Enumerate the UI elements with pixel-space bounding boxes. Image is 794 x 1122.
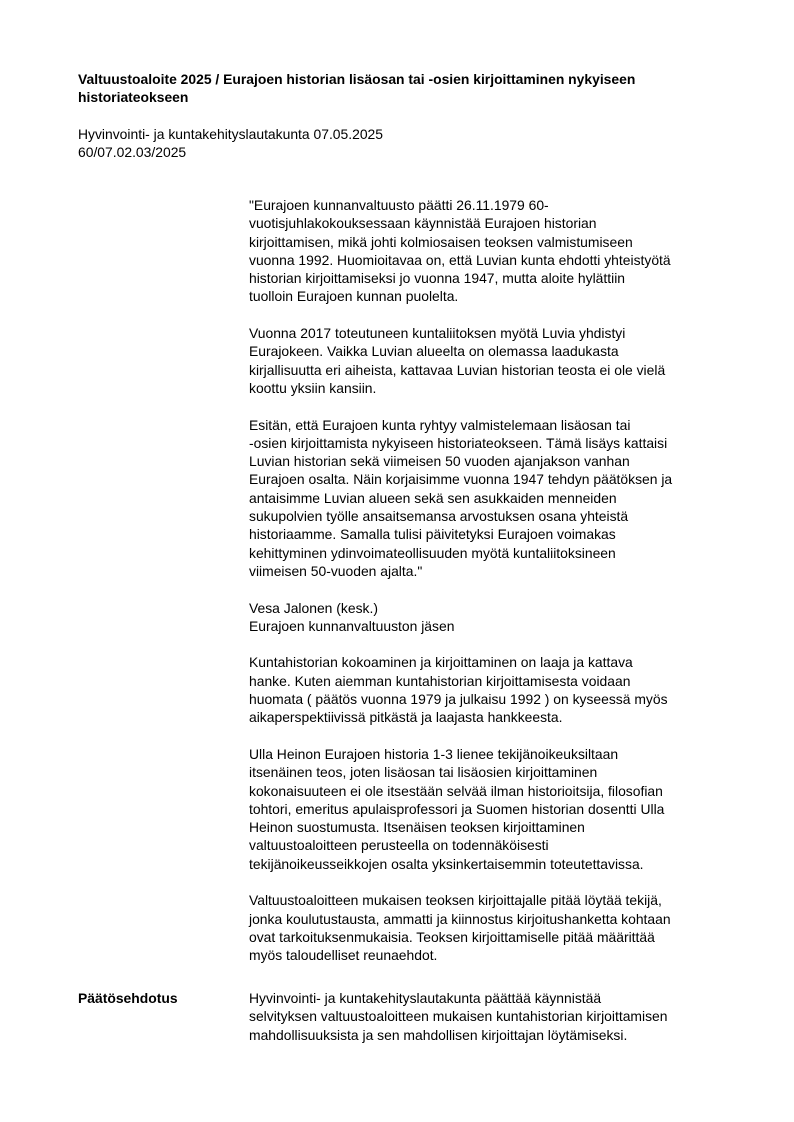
decision-label: Päätösehdotus (78, 990, 178, 1006)
reference-number: 60/07.02.03/2025 (78, 144, 187, 161)
paragraph-line: kehittyminen ydinvoimateollisuuden myötä kuntaliitoksineen (249, 544, 616, 561)
body-paragraph (249, 324, 749, 397)
title-line: historiateokseen (78, 88, 189, 105)
paragraph-line: Kuntahistorian kokoaminen ja kirjoittaminen on laaja ja kattava (249, 654, 633, 671)
paragraph-line: aikaperspektiivissä pitkästä ja laajasta hankkeesta. (249, 709, 563, 726)
title-line: Valtuustoaloite 2025 / Eurajoen historian lisäosan tai -osien kirjoittaminen nykyiseen (78, 71, 636, 87)
paragraph-line: Luvian historian sekä viimeisen 50 vuoden ajanjakson vanhan (249, 453, 630, 470)
body-paragraph (249, 745, 749, 873)
paragraph-line: -osien kirjoittamista nykyiseen historiateokseen. Tämä lisäys kattaisi (249, 434, 668, 451)
body-paragraph (249, 599, 749, 636)
paragraph-line: huomata ( päätös vuonna 1979 ja julkaisu 1992 ) on kyseessä myös (249, 691, 668, 708)
paragraph-line: Eurajokeen. Vaikka Luvian alueelta on olemassa laadukasta (249, 343, 619, 360)
paragraph-line: historiaamme. Samalla tulisi päivitetyksi Eurajoen voimakas (249, 526, 616, 543)
paragraph-line: antaisimme Luvian alueen sekä sen asukkaiden menneiden (249, 489, 617, 506)
paragraph-line: itsenäinen teos, joten lisäosan tai lisäosien kirjoittaminen (249, 764, 598, 781)
body-paragraph (249, 416, 749, 581)
paragraph-line: historian kirjoittamiseksi jo vuonna 1947, mutta aloite hylättiin (249, 270, 626, 287)
paragraph-line: kokonaisuuteen ei ole itsestään selvää ilman historioitsija, filosofian (249, 782, 663, 799)
decision-line: selvityksen valtuustoaloitteen mukaisen kuntahistorian kirjoittamisen (249, 1008, 668, 1025)
paragraph-line: myös taloudelliset reunaehdot. (249, 947, 438, 964)
body-paragraph (249, 653, 749, 726)
document-title (78, 71, 758, 106)
paragraph-line: Eurajoen osalta. Näin korjaisimme vuonna 1947 tehdyn päätöksen ja (249, 471, 673, 488)
paragraph-line: Heinon suostumusta. Itsenäisen teoksen kirjoittaminen (249, 819, 585, 836)
document-body (249, 196, 749, 983)
paragraph-line: Valtuustoaloitteen mukaisen teoksen kirjoittajalle pitää löytää tekijä, (249, 892, 662, 909)
paragraph-line: vuonna 1992. Huomioitavaa on, että Luvian kunta ehdotti yhteistyötä (249, 251, 671, 268)
body-paragraph (249, 891, 749, 964)
paragraph-line: sukupolvien työlle ansaitsemansa arvostuksen osana yhteistä (249, 508, 629, 525)
paragraph-line: "Eurajoen kunnanvaltuusto päätti 26.11.1979 60- (249, 197, 549, 213)
board-and-date: Hyvinvointi- ja kuntakehityslautakunta 07.05.2025 (78, 126, 384, 142)
paragraph-line: koottu yksiin kansiin. (249, 379, 377, 396)
decision-line: Hyvinvointi- ja kuntakehityslautakunta päättää käynnistää (249, 990, 602, 1006)
decision-line: mahdollisuuksista ja sen mahdollisen kirjoittajan löytämiseksi. (249, 1026, 628, 1043)
paragraph-line: Esitän, että Eurajoen kunta ryhtyy valmistelemaan lisäosan tai (249, 416, 631, 433)
paragraph-line: kirjallisuutta eri aiheista, kattavaa Luvian historian teosta ei ole vielä (249, 361, 666, 378)
decision-proposal (249, 989, 749, 1044)
paragraph-line: Vesa Jalonen (kesk.) (249, 599, 378, 616)
paragraph-line: tohtori, emeritus apulaisprofessori ja Suomen historian dosentti Ulla (249, 800, 665, 817)
paragraph-line: vuotisjuhlakokouksessaan käynnistää Eurajoen historian (249, 215, 597, 232)
paragraph-line: kirjoittamisen, mikä johti kolmiosaisen teoksen valmistumiseen (249, 233, 633, 250)
paragraph-line: Vuonna 2017 toteutuneen kuntaliitoksen myötä Luvia yhdistyi (249, 325, 626, 342)
body-paragraph (249, 196, 749, 306)
paragraph-line: Eurajoen kunnanvaltuuston jäsen (249, 617, 455, 634)
paragraph-line: ovat tarkoituksenmukaisia. Teoksen kirjoittamiselle pitää määrittää (249, 928, 655, 945)
paragraph-line: jonka koulutustausta, ammatti ja kiinnostus kirjoitushanketta kohtaan (249, 910, 671, 927)
paragraph-line: tuolloin Eurajoen kunnan puolelta. (249, 288, 459, 305)
paragraph-line: Ulla Heinon Eurajoen historia 1-3 lienee tekijänoikeuksiltaan (249, 745, 619, 762)
paragraph-line: valtuustoaloitteen perusteella on todennäköisesti (249, 837, 549, 854)
meeting-info (78, 125, 578, 162)
paragraph-line: hanke. Kuten aiemman kuntahistorian kirjoittamisesta voidaan (249, 672, 631, 689)
paragraph-line: viimeisen 50-vuoden ajalta." (249, 562, 423, 579)
paragraph-line: tekijänoikeusseikkojen osalta yksinkertaisemmin toteutettavissa. (249, 855, 644, 872)
